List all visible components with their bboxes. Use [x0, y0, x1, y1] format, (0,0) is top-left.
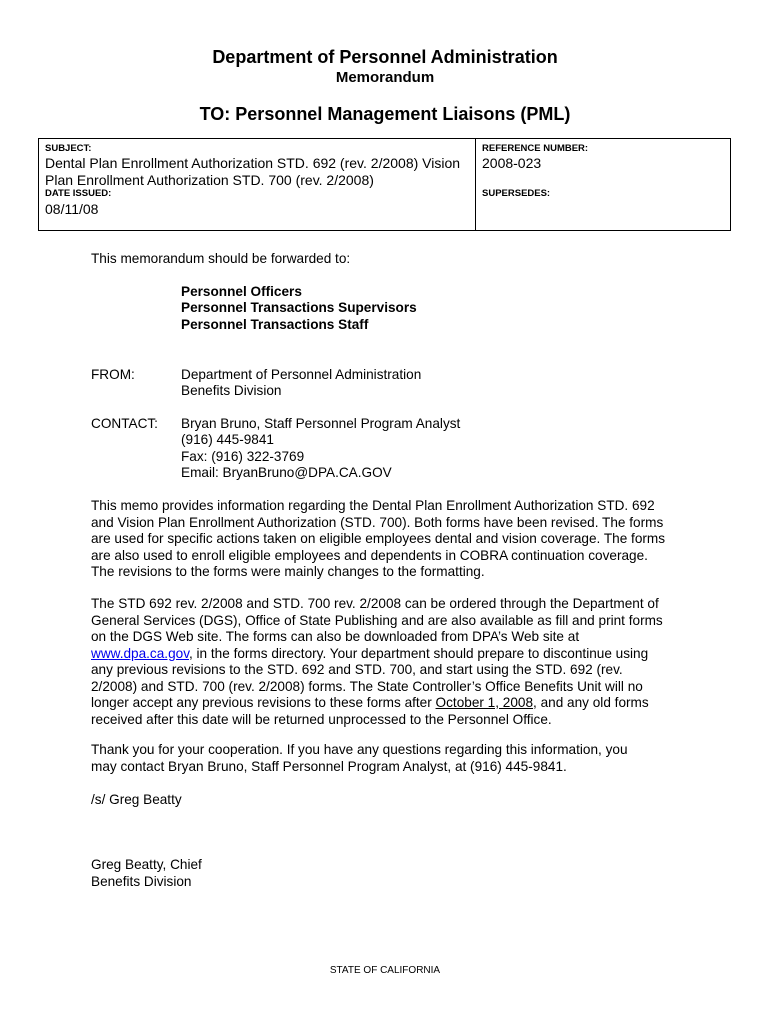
date-issued-value: 08/11/08	[45, 201, 99, 217]
signer-name: Greg Beatty, Chief	[91, 857, 202, 872]
paragraph-1	[91, 498, 691, 581]
pre-date-text: longer accept any previous revisions to these forms after	[91, 695, 436, 710]
reference-value: 2008-023	[482, 155, 542, 171]
forward-intro: This memorandum should be forwarded to:	[91, 251, 351, 266]
paragraph-line	[91, 646, 691, 663]
after-link-text: , in the forms directory. Your department should prepare to discontinue using	[188, 645, 649, 661]
from-label: FROM:	[91, 367, 135, 382]
from-line: Benefits Division	[181, 383, 282, 398]
paragraph-line: may contact Bryan Bruno, Staff Personnel Program Analyst, at (916) 445-9841.	[91, 758, 567, 774]
subject-line-1: Dental Plan Enrollment Authorization STD. 692 (rev. 2/2008) Vision	[45, 155, 461, 171]
paragraph-line: 2/2008) and STD. 700 (rev. 2/2008) forms. The State Controller’s Office Benefits Unit will no	[91, 678, 643, 694]
date-issued-label: DATE ISSUED:	[45, 188, 112, 199]
doc-type: Memorandum	[335, 69, 435, 86]
signature: /s/ Greg Beatty	[91, 792, 182, 807]
paragraph-line: and Vision Plan Enrollment Authorization (STD. 700). Both forms have been revised. The forms	[91, 514, 664, 530]
cutoff-date: October 1, 2008	[435, 695, 534, 710]
org-title: Department of Personnel Administration	[212, 47, 558, 67]
post-date-text: , and any old forms	[533, 695, 649, 710]
paragraph-2	[91, 596, 691, 728]
recipient-item: Personnel Transactions Supervisors	[181, 300, 417, 315]
paragraph-line: The revisions to the forms were mainly changes to the formatting.	[91, 564, 485, 579]
contact-fax: Fax: (916) 322-3769	[181, 449, 305, 464]
to-line: TO: Personnel Management Liaisons (PML)	[199, 104, 571, 124]
paragraph-line: received after this date will be returned unprocessed to the Personnel Office.	[91, 711, 552, 727]
info-box-divider	[475, 139, 476, 231]
memo-info-box	[38, 138, 731, 231]
subject-label: SUBJECT:	[45, 143, 92, 154]
paragraph-line: on the DGS Web site. The forms can also be downloaded from DPA’s Web site at	[91, 629, 580, 644]
paragraph-3	[91, 742, 691, 775]
contact-line: Bryan Bruno, Staff Personnel Program Analyst	[181, 416, 461, 431]
supersedes-label: SUPERSEDES:	[482, 188, 551, 199]
reference-label: REFERENCE NUMBER:	[482, 143, 589, 154]
from-line: Department of Personnel Administration	[181, 367, 422, 382]
contact-line: (916) 445-9841	[181, 432, 274, 447]
paragraph-line: The STD 692 rev. 2/2008 and STD. 700 rev. 2/2008 can be ordered through the Department of	[91, 596, 659, 611]
paragraph-line: are used for specific actions taken on eligible employees dental and vision coverage. The forms	[91, 531, 666, 546]
footer-text: STATE OF CALIFORNIA	[329, 965, 441, 976]
signer-division: Benefits Division	[91, 874, 192, 889]
subject-line-2: Plan Enrollment Authorization STD. 700 (rev. 2/2008)	[45, 172, 374, 188]
recipient-item: Personnel Transactions Staff	[181, 317, 369, 332]
paragraph-line: are also used to enroll eligible employees and dependents in COBRA continuation coverage.	[91, 547, 648, 563]
recipient-item: Personnel Officers	[181, 284, 302, 299]
paragraph-line: any previous revisions to the STD. 692 and STD. 700, and start using the STD. 692 (rev.	[91, 662, 623, 677]
paragraph-line: General Services (DGS), Office of State Publishing and are also available as fill and print forms	[91, 612, 663, 628]
contact-label: CONTACT:	[91, 416, 158, 431]
contact-email: Email: BryanBruno@DPA.CA.GOV	[181, 465, 392, 480]
paragraph-line	[91, 695, 691, 712]
paragraph-line: This memo provides information regarding the Dental Plan Enrollment Authorization STD. 692	[91, 498, 655, 513]
dpa-website-link[interactable]: www.dpa.ca.gov	[91, 645, 189, 661]
paragraph-line: Thank you for your cooperation. If you have any questions regarding this information, you	[91, 742, 628, 757]
